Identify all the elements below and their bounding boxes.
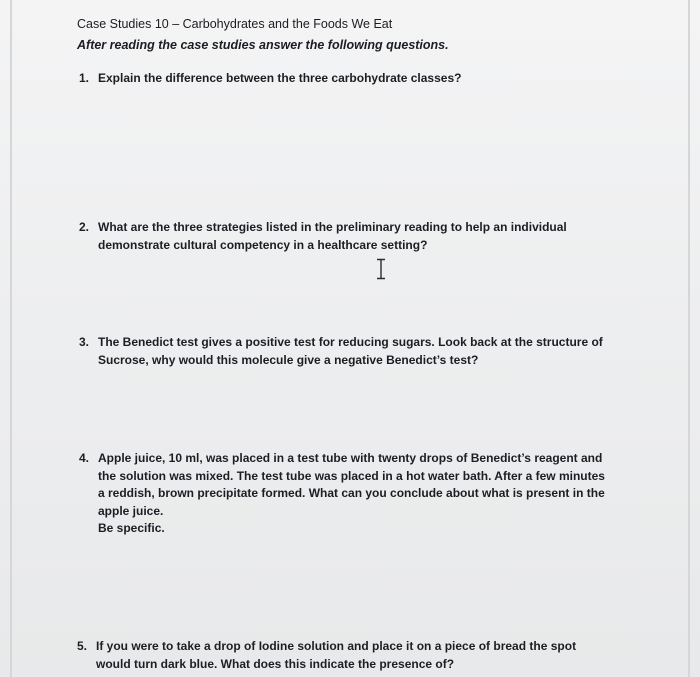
question-line: Be specific. xyxy=(98,521,165,535)
question-line: If you were to take a drop of Iodine solution and place it on a piece of bread the spot xyxy=(96,639,577,653)
question-2 xyxy=(79,219,567,254)
question-line: would turn dark blue. What does this indicate the presence of? xyxy=(96,656,455,671)
page-right-edge xyxy=(688,0,690,677)
question-4 xyxy=(79,450,605,538)
question-line: The Benedict test gives a positive test for reducing sugars. Look back at the structure of xyxy=(98,335,603,349)
question-line: a reddish, brown precipitate formed. What can you conclude about what is present in the xyxy=(98,486,605,500)
question-number: 3. xyxy=(79,335,90,349)
question-number: 2. xyxy=(79,220,90,234)
question-number: 5. xyxy=(77,639,88,653)
question-5 xyxy=(77,638,576,673)
question-line: Apple juice, 10 ml, was placed in a test tube with twenty drops of Benedict’s reagent and xyxy=(98,451,603,465)
document-instructions: After reading the case studies answer the following questions. xyxy=(77,38,449,52)
question-line: Explain the difference between the three carbohydrate classes? xyxy=(98,71,462,85)
document-title: Case Studies 10 – Carbohydrates and the Foods We Eat xyxy=(77,17,393,31)
question-line: What are the three strategies listed in the preliminary reading to help an individual xyxy=(98,220,567,234)
question-1 xyxy=(79,70,461,88)
question-number: 4. xyxy=(79,451,90,465)
question-line: the solution was mixed. The test tube was placed in a hot water bath. After a few minutes xyxy=(98,468,605,483)
question-line: demonstrate cultural competency in a healthcare setting? xyxy=(98,237,428,252)
question-3 xyxy=(79,334,603,369)
page-left-edge xyxy=(10,0,12,677)
question-number: 1. xyxy=(79,71,90,85)
question-line: Sucrose, why would this molecule give a negative Benedict’s test? xyxy=(98,352,479,367)
question-line: apple juice. xyxy=(98,503,164,518)
text-cursor-icon xyxy=(374,258,388,280)
